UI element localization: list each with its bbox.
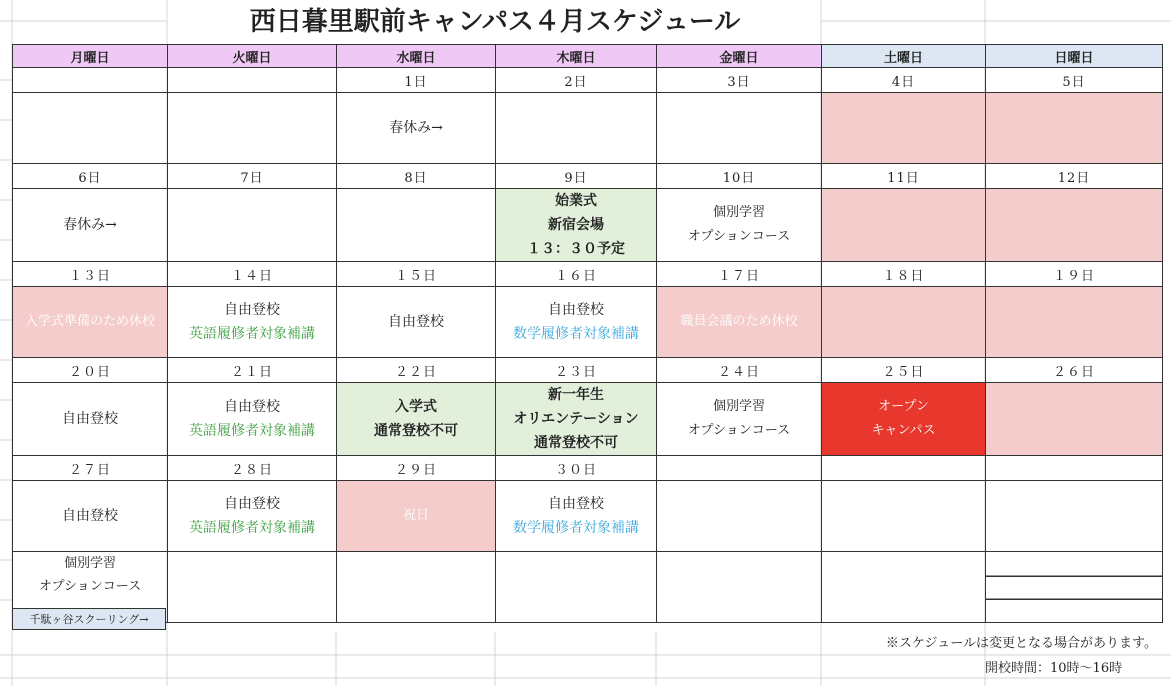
event-cell xyxy=(13,383,168,456)
header-monday: 月曜日 xyxy=(13,45,168,68)
event-text: オプションコース xyxy=(687,229,791,244)
date-cell xyxy=(168,68,337,93)
event-text: 新宿会場 xyxy=(548,217,604,233)
event-cell-weekend xyxy=(822,93,986,164)
event-text: 祝日 xyxy=(402,508,429,523)
date-cell: １７日 xyxy=(657,262,822,287)
date-row xyxy=(13,164,1163,189)
date-cell: １３日 xyxy=(13,262,168,287)
header-wednesday: 水曜日 xyxy=(337,45,496,68)
date-cell xyxy=(822,456,986,481)
header-thursday: 木曜日 xyxy=(496,45,657,68)
date-cell: 1日 xyxy=(337,68,496,93)
date-cell: ２８日 xyxy=(168,456,337,481)
event-text: 自由登校 xyxy=(388,314,444,330)
date-cell: ３０日 xyxy=(496,456,657,481)
event-text: 個別学習 xyxy=(712,205,765,220)
event-cell-weekend xyxy=(986,287,1163,358)
event-cell-weekend xyxy=(986,189,1163,262)
event-text: １３：３０予定 xyxy=(527,241,625,257)
date-cell: 6日 xyxy=(13,164,168,189)
date-cell: ２７日 xyxy=(13,456,168,481)
event-cell-weekend xyxy=(822,189,986,262)
event-text: 自由登校 xyxy=(548,302,604,318)
date-cell: 2日 xyxy=(496,68,657,93)
event-cell xyxy=(496,93,657,164)
event-cell xyxy=(337,287,496,358)
event-cell xyxy=(496,552,657,623)
event-cell xyxy=(168,383,337,456)
schedule-change-note: ※スケジュールは変更となる場合があります。 xyxy=(885,636,1157,651)
event-cell-ceremony xyxy=(496,189,657,262)
event-text-math: 数学履修者対象補講 xyxy=(513,520,639,536)
event-cell-open-campus xyxy=(822,383,986,456)
event-text: 自由登校 xyxy=(224,302,280,318)
event-row xyxy=(13,287,1163,358)
event-text: 自由登校 xyxy=(224,399,280,415)
date-cell: 8日 xyxy=(337,164,496,189)
header-friday: 金曜日 xyxy=(657,45,822,68)
event-cell xyxy=(168,287,337,358)
date-cell: 10日 xyxy=(657,164,822,189)
event-text: 新一年生 xyxy=(548,387,604,403)
event-row xyxy=(13,93,1163,164)
date-cell: ２０日 xyxy=(13,358,168,383)
event-cell xyxy=(168,481,337,552)
event-cell-closed xyxy=(13,287,168,358)
event-cell xyxy=(657,481,822,552)
event-text-english: 英語履修者対象補講 xyxy=(189,520,315,536)
header-tuesday: 火曜日 xyxy=(168,45,337,68)
event-text: 春休み→ xyxy=(63,217,117,233)
event-text: 入学式 xyxy=(395,399,437,415)
event-cell xyxy=(13,93,168,164)
event-row xyxy=(13,383,1163,456)
chiba-schooling-label: 千駄ヶ谷スクーリング→ xyxy=(12,608,166,630)
date-cell xyxy=(13,68,168,93)
event-text: オプションコース xyxy=(38,579,142,594)
event-cell-closed xyxy=(657,287,822,358)
date-cell: １８日 xyxy=(822,262,986,287)
date-cell: 9日 xyxy=(496,164,657,189)
event-cell-weekend xyxy=(822,287,986,358)
event-text: オプションコース xyxy=(687,423,791,438)
event-cell xyxy=(13,481,168,552)
date-cell: １６日 xyxy=(496,262,657,287)
event-cell xyxy=(337,93,496,164)
extra-row xyxy=(13,552,1163,623)
event-cell xyxy=(657,552,822,623)
event-cell xyxy=(822,552,986,623)
event-row xyxy=(13,481,1163,552)
event-text-english: 英語履修者対象補講 xyxy=(189,423,315,439)
event-text: オリエンテーション xyxy=(513,411,639,427)
date-row xyxy=(13,262,1163,287)
event-cell xyxy=(337,189,496,262)
event-cell xyxy=(822,481,986,552)
date-cell xyxy=(986,456,1163,481)
event-cell xyxy=(657,93,822,164)
date-cell: ２３日 xyxy=(496,358,657,383)
date-row xyxy=(13,68,1163,93)
date-cell: ２２日 xyxy=(337,358,496,383)
event-cell xyxy=(168,93,337,164)
date-cell: ２５日 xyxy=(822,358,986,383)
event-cell xyxy=(496,287,657,358)
event-row xyxy=(13,189,1163,262)
date-cell: 11日 xyxy=(822,164,986,189)
event-text: 自由登校 xyxy=(548,496,604,512)
date-row xyxy=(13,358,1163,383)
event-text: 職員会議のため休校 xyxy=(680,314,798,329)
date-cell: ２６日 xyxy=(986,358,1163,383)
event-text-english: 英語履修者対象補講 xyxy=(189,326,315,342)
event-text: 自由登校 xyxy=(224,496,280,512)
event-cell xyxy=(168,552,337,623)
event-text: キャンパス xyxy=(871,423,936,438)
event-text: 個別学習 xyxy=(712,399,765,414)
event-cell xyxy=(657,383,822,456)
date-row xyxy=(13,456,1163,481)
event-cell xyxy=(13,189,168,262)
page-title: 西日暮里駅前キャンパス４月スケジュール xyxy=(249,7,741,37)
date-cell: 3日 xyxy=(657,68,822,93)
date-cell xyxy=(657,456,822,481)
event-cell xyxy=(986,481,1163,552)
event-cell xyxy=(986,552,1163,623)
event-cell xyxy=(496,481,657,552)
event-text: 入学式準備のため休校 xyxy=(24,314,155,329)
date-cell: １９日 xyxy=(986,262,1163,287)
event-cell-weekend xyxy=(986,383,1163,456)
date-cell: 5日 xyxy=(986,68,1163,93)
event-text: 始業式 xyxy=(555,193,597,209)
event-text-math: 数学履修者対象補講 xyxy=(513,326,639,342)
event-cell-weekend xyxy=(986,93,1163,164)
date-cell: ２４日 xyxy=(657,358,822,383)
event-text: 通常登校不可 xyxy=(534,435,618,451)
event-text: 春休み→ xyxy=(389,120,443,136)
event-cell-ceremony xyxy=(337,383,496,456)
event-cell xyxy=(168,189,337,262)
event-text: オープン xyxy=(878,399,929,414)
event-cell xyxy=(337,552,496,623)
event-text: 個別学習 xyxy=(63,556,116,571)
header-saturday: 土曜日 xyxy=(822,45,986,68)
date-cell: 4日 xyxy=(822,68,986,93)
date-cell: 7日 xyxy=(168,164,337,189)
header-sunday: 日曜日 xyxy=(986,45,1163,68)
date-cell: ２９日 xyxy=(337,456,496,481)
date-cell: １５日 xyxy=(337,262,496,287)
event-text: 自由登校 xyxy=(62,411,118,427)
date-cell: 12日 xyxy=(986,164,1163,189)
event-text: 通常登校不可 xyxy=(374,423,458,439)
event-text: 自由登校 xyxy=(62,508,118,524)
date-cell: ２１日 xyxy=(168,358,337,383)
opening-hours-note: 開校時間：10時〜16時 xyxy=(985,661,1123,676)
event-cell xyxy=(657,189,822,262)
schedule-table xyxy=(12,44,1163,623)
weekday-header-row xyxy=(13,45,1163,68)
event-cell-orientation xyxy=(496,383,657,456)
date-cell: １４日 xyxy=(168,262,337,287)
event-cell-holiday xyxy=(337,481,496,552)
